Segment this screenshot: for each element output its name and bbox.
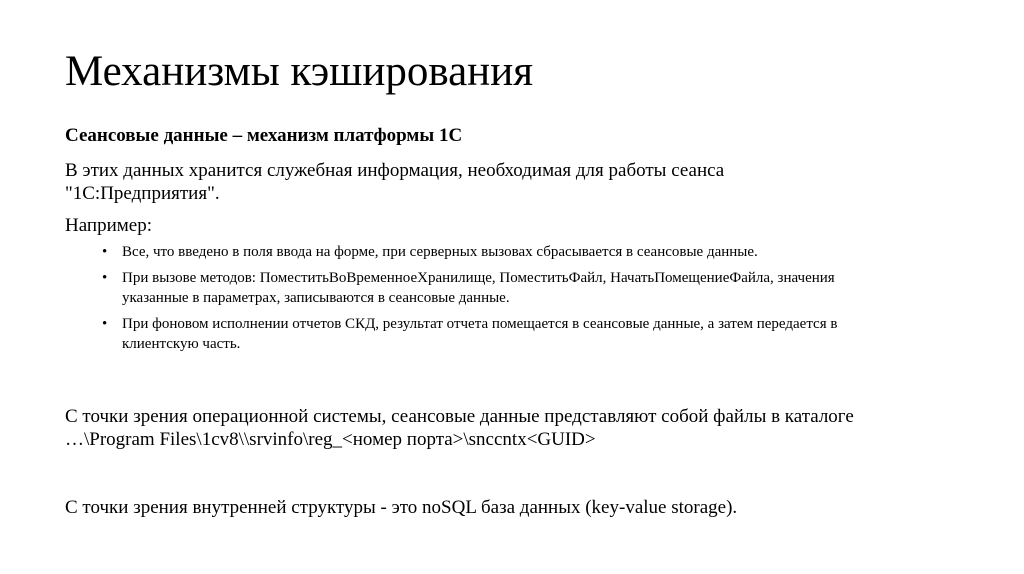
bullet-item [100, 242, 960, 262]
intro-paragraph [65, 159, 885, 205]
bullet-text-line-1: Все, что введено в поля ввода на форме, при серверных вызовах сбрасывается в сеансовые данные. [122, 244, 758, 260]
os-paragraph [65, 405, 965, 451]
os-path-line: …\Program Files\1cv8\\srvinfo\reg_<номер порта>\snccntx<GUID> [65, 429, 596, 450]
bullet-icon: • [102, 270, 108, 286]
example-label: Например: [65, 215, 152, 236]
bullet-item [100, 314, 960, 354]
bullet-text-line-2: клиентскую часть. [122, 336, 241, 352]
bullet-list [100, 242, 960, 360]
bullet-item [100, 268, 960, 308]
bullet-text-line-1: При фоновом исполнении отчетов СКД, результат отчета помещается в сеансовые данные, а затем передается в [122, 316, 838, 332]
os-line-1: С точки зрения операционной системы, сеансовые данные представляют собой файлы в каталоге [65, 406, 854, 427]
structure-paragraph: С точки зрения внутренней структуры - это noSQL база данных (key-value storage). [65, 497, 738, 518]
slide-title: Механизмы кэширования [65, 48, 533, 95]
slide-subtitle: Сеансовые данные – механизм платформы 1С [65, 125, 463, 146]
bullet-icon: • [102, 316, 108, 332]
bullet-text-line-2: указанные в параметрах, записываются в сеансовые данные. [122, 290, 510, 306]
intro-line-2: "1С:Предприятия". [65, 183, 220, 204]
intro-line-1: В этих данных хранится служебная информация, необходимая для работы сеанса [65, 160, 725, 181]
bullet-text-line-1: При вызове методов: ПоместитьВоВременноеХранилище, ПоместитьФайл, НачатьПомещениеФайла, значения [122, 270, 835, 286]
bullet-icon: • [102, 244, 108, 260]
